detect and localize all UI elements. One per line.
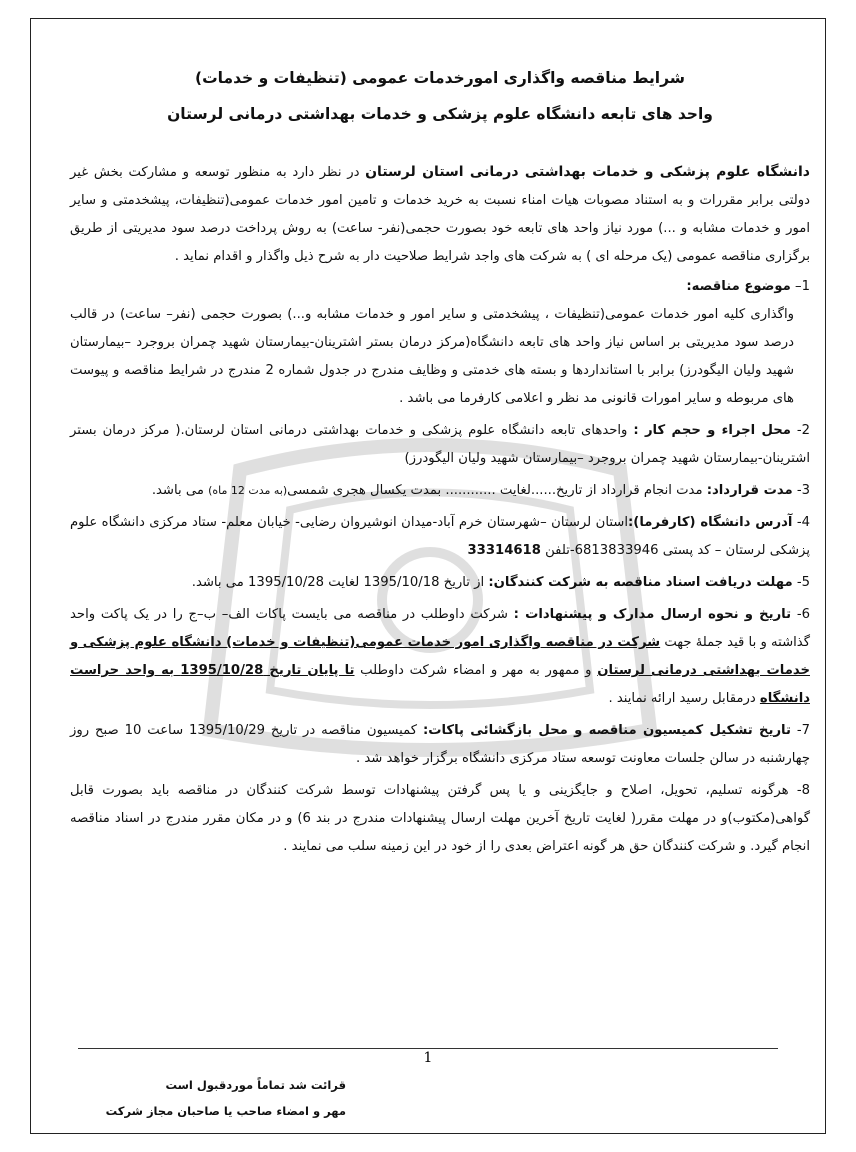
clause-duration-note: (به مدت 12 ماه) xyxy=(208,484,288,497)
clause-label: محل اجراء و حجم کار : xyxy=(633,423,791,438)
clause-label: مدت قرارداد: xyxy=(706,483,793,498)
clause-number: 4- xyxy=(796,515,810,530)
clause-1 xyxy=(70,273,810,413)
document-title xyxy=(70,60,810,132)
document-body xyxy=(70,50,810,865)
intro-paragraph xyxy=(70,158,810,271)
clause-text: واگذاری کلیه امور خدمات عمومی(تنظیفات ، پیشخدمتی و سایر امور و خدمات مشابه و...) بصورت حجمی (نفر– ساعت) در قالب درصد سود مدیریتی بر اساس نیاز واحد های تابعه دانشگاه(مرکز درمان بستر اشترینان-بیمارستان شهید چمران بروجرد –بیمارستان شهید ولیان الیگودرز) برابر با استانداردها و بسته های خدمتی و وظایف مندرج در جدول شماره 2 مندرج در شرایط مناقصه و پیوست های مربوطه و سایر امورات قانونی مد نظر و اعلامی کارفرما می باشد . xyxy=(70,307,794,406)
clause-text: هرگونه تسلیم، تحویل، اصلاح و جایگزینی و یا پس گرفتن پیشنهادات توسط شرکت کنندگان در مناقصه باید بصورت قابل گواهی(مکتوب)و در مهلت مقرر( لغایت تاریخ آخرین مهلت ارسال پیشنهادات مندرج در بند 6) و در مکان مقرر مندرج در اسناد مناقصه انجام گیرد. و شرکت کنندگان حق هر گونه اعتراض بعدی را از خود در این زمینه سلب می نمایند . xyxy=(70,783,810,854)
intro-text: در نظر دارد به منظور توسعه و مشارکت بخش غیر دولتی برابر مقررات و به استناد مصوبات هیات امناء نسبت به خرید خدمات و تامین امور خدمات عمومی(تنظیفات، پیشخدمتی و سایر امور و خدمات مشابه و ...) مورد نیاز واحد های تابعه خود بصورت حجمی(نفر- ساعت) به روش پرداخت درصد سود مدیریتی از طریق برگزاری مناقصه عمومی (یک مرحله ای ) به شرکت های واجد شرایط صلاحیت دار به شرح ذیل واگذار و اقدام نماید . xyxy=(70,165,810,264)
signature-note xyxy=(46,1072,346,1124)
clause-7 xyxy=(70,717,810,773)
title-line-2: واحد های تابعه دانشگاه علوم پزشکی و خدمات بهداشتی درمانی لرستان xyxy=(167,105,713,123)
clause-tail: می باشد. xyxy=(151,483,209,498)
clause-text: واحدهای تابعه دانشگاه علوم پزشکی و خدمات بهداشتی درمانی استان لرستان.( مرکز درمان بستر اشترینان-بیمارستان شهید چمران بروجرد –بیمارستان شهید ولیان الیگودرز) xyxy=(70,423,810,466)
clause-number: 2- xyxy=(796,423,810,438)
clause-3 xyxy=(70,477,810,505)
footer-divider xyxy=(78,1048,778,1049)
clause-number: 1– xyxy=(795,279,810,294)
signature-note-line-1: قرائت شد تماماً موردقبول است xyxy=(165,1078,346,1092)
clause-number: 3- xyxy=(796,483,810,498)
clause-6 xyxy=(70,601,810,713)
clause-label: تاریخ تشکیل کمیسیون مناقصه و محل بازگشائی پاکات: xyxy=(422,723,791,738)
clause-4 xyxy=(70,509,810,565)
clause-5 xyxy=(70,569,810,597)
clause-label: آدرس دانشگاه (کارفرما): xyxy=(628,515,793,530)
clause-text: استان لرستان –شهرستان خرم آباد-میدان انوشیروان رضایی- خیابان معلم- ستاد مرکزی دانشگاه علوم پزشکی لرستان – کد پستی 6813833946-تلفن xyxy=(70,515,810,558)
clause-text-end: درمقابل رسید ارائه نمایند . xyxy=(608,691,760,706)
signature-note-line-2: مهر و امضاء صاحب یا صاحبان مجاز شرکت xyxy=(105,1104,346,1118)
phone-number: 33314618 xyxy=(467,543,541,558)
clause-number: 8- xyxy=(796,783,810,798)
page-number: 1 xyxy=(423,1050,433,1066)
intro-lead: دانشگاه علوم پزشکی و خدمات بهداشتی درمانی استان لرستان xyxy=(365,164,810,180)
clause-8 xyxy=(70,777,810,861)
clause-number: 5- xyxy=(796,575,810,590)
clause-number: 6- xyxy=(796,607,810,622)
clause-label: مهلت دریافت اسناد مناقصه به شرکت کنندگان: xyxy=(488,575,793,590)
clause-label: تاریخ و نحوه ارسال مدارک و پیشنهادات : xyxy=(513,607,792,622)
clause-text: از تاریخ 1395/10/18 لغایت 1395/10/28 می باشد. xyxy=(191,575,489,590)
title-line-1: شرایط مناقصه واگذاری امورخدمات عمومی (تنظیفات و خدمات) xyxy=(195,69,685,87)
clause-deadline: تا پایان تاریخ 1395/10/28 به واحد حراست دانشگاه xyxy=(70,663,810,706)
clause-quoted-phrase: شرکت در مناقصه واگذاری امور خدمات عمومی(تنظیفات و خدمات) دانشگاه علوم پزشکی و خدمات بهداشتی درمانی لرستان xyxy=(70,635,810,678)
clause-2 xyxy=(70,417,810,473)
clause-label: موضوع مناقصه: xyxy=(686,279,791,294)
clause-text: مدت انجام قرارداد از تاریخ......لغایت ............ بمدت یکسال هجری شمسی xyxy=(287,483,707,498)
clause-text: کمیسیون مناقصه در تاریخ 1395/10/29 ساعت 10 صبح روز چهارشنبه در سالن جلسات معاونت توسعه ستاد مرکزی دانشگاه برگزار خواهد شد . xyxy=(70,723,810,766)
clause-text: شرکت داوطلب در مناقصه می بایست پاکات الف– ب–ج را در یک پاکت واحد گذاشته و با قید جملهٔ جهت xyxy=(70,607,810,650)
clause-text-cont: و ممهور به مهر و امضاء شرکت داوطلب xyxy=(354,663,598,678)
clause-number: 7- xyxy=(796,723,810,738)
